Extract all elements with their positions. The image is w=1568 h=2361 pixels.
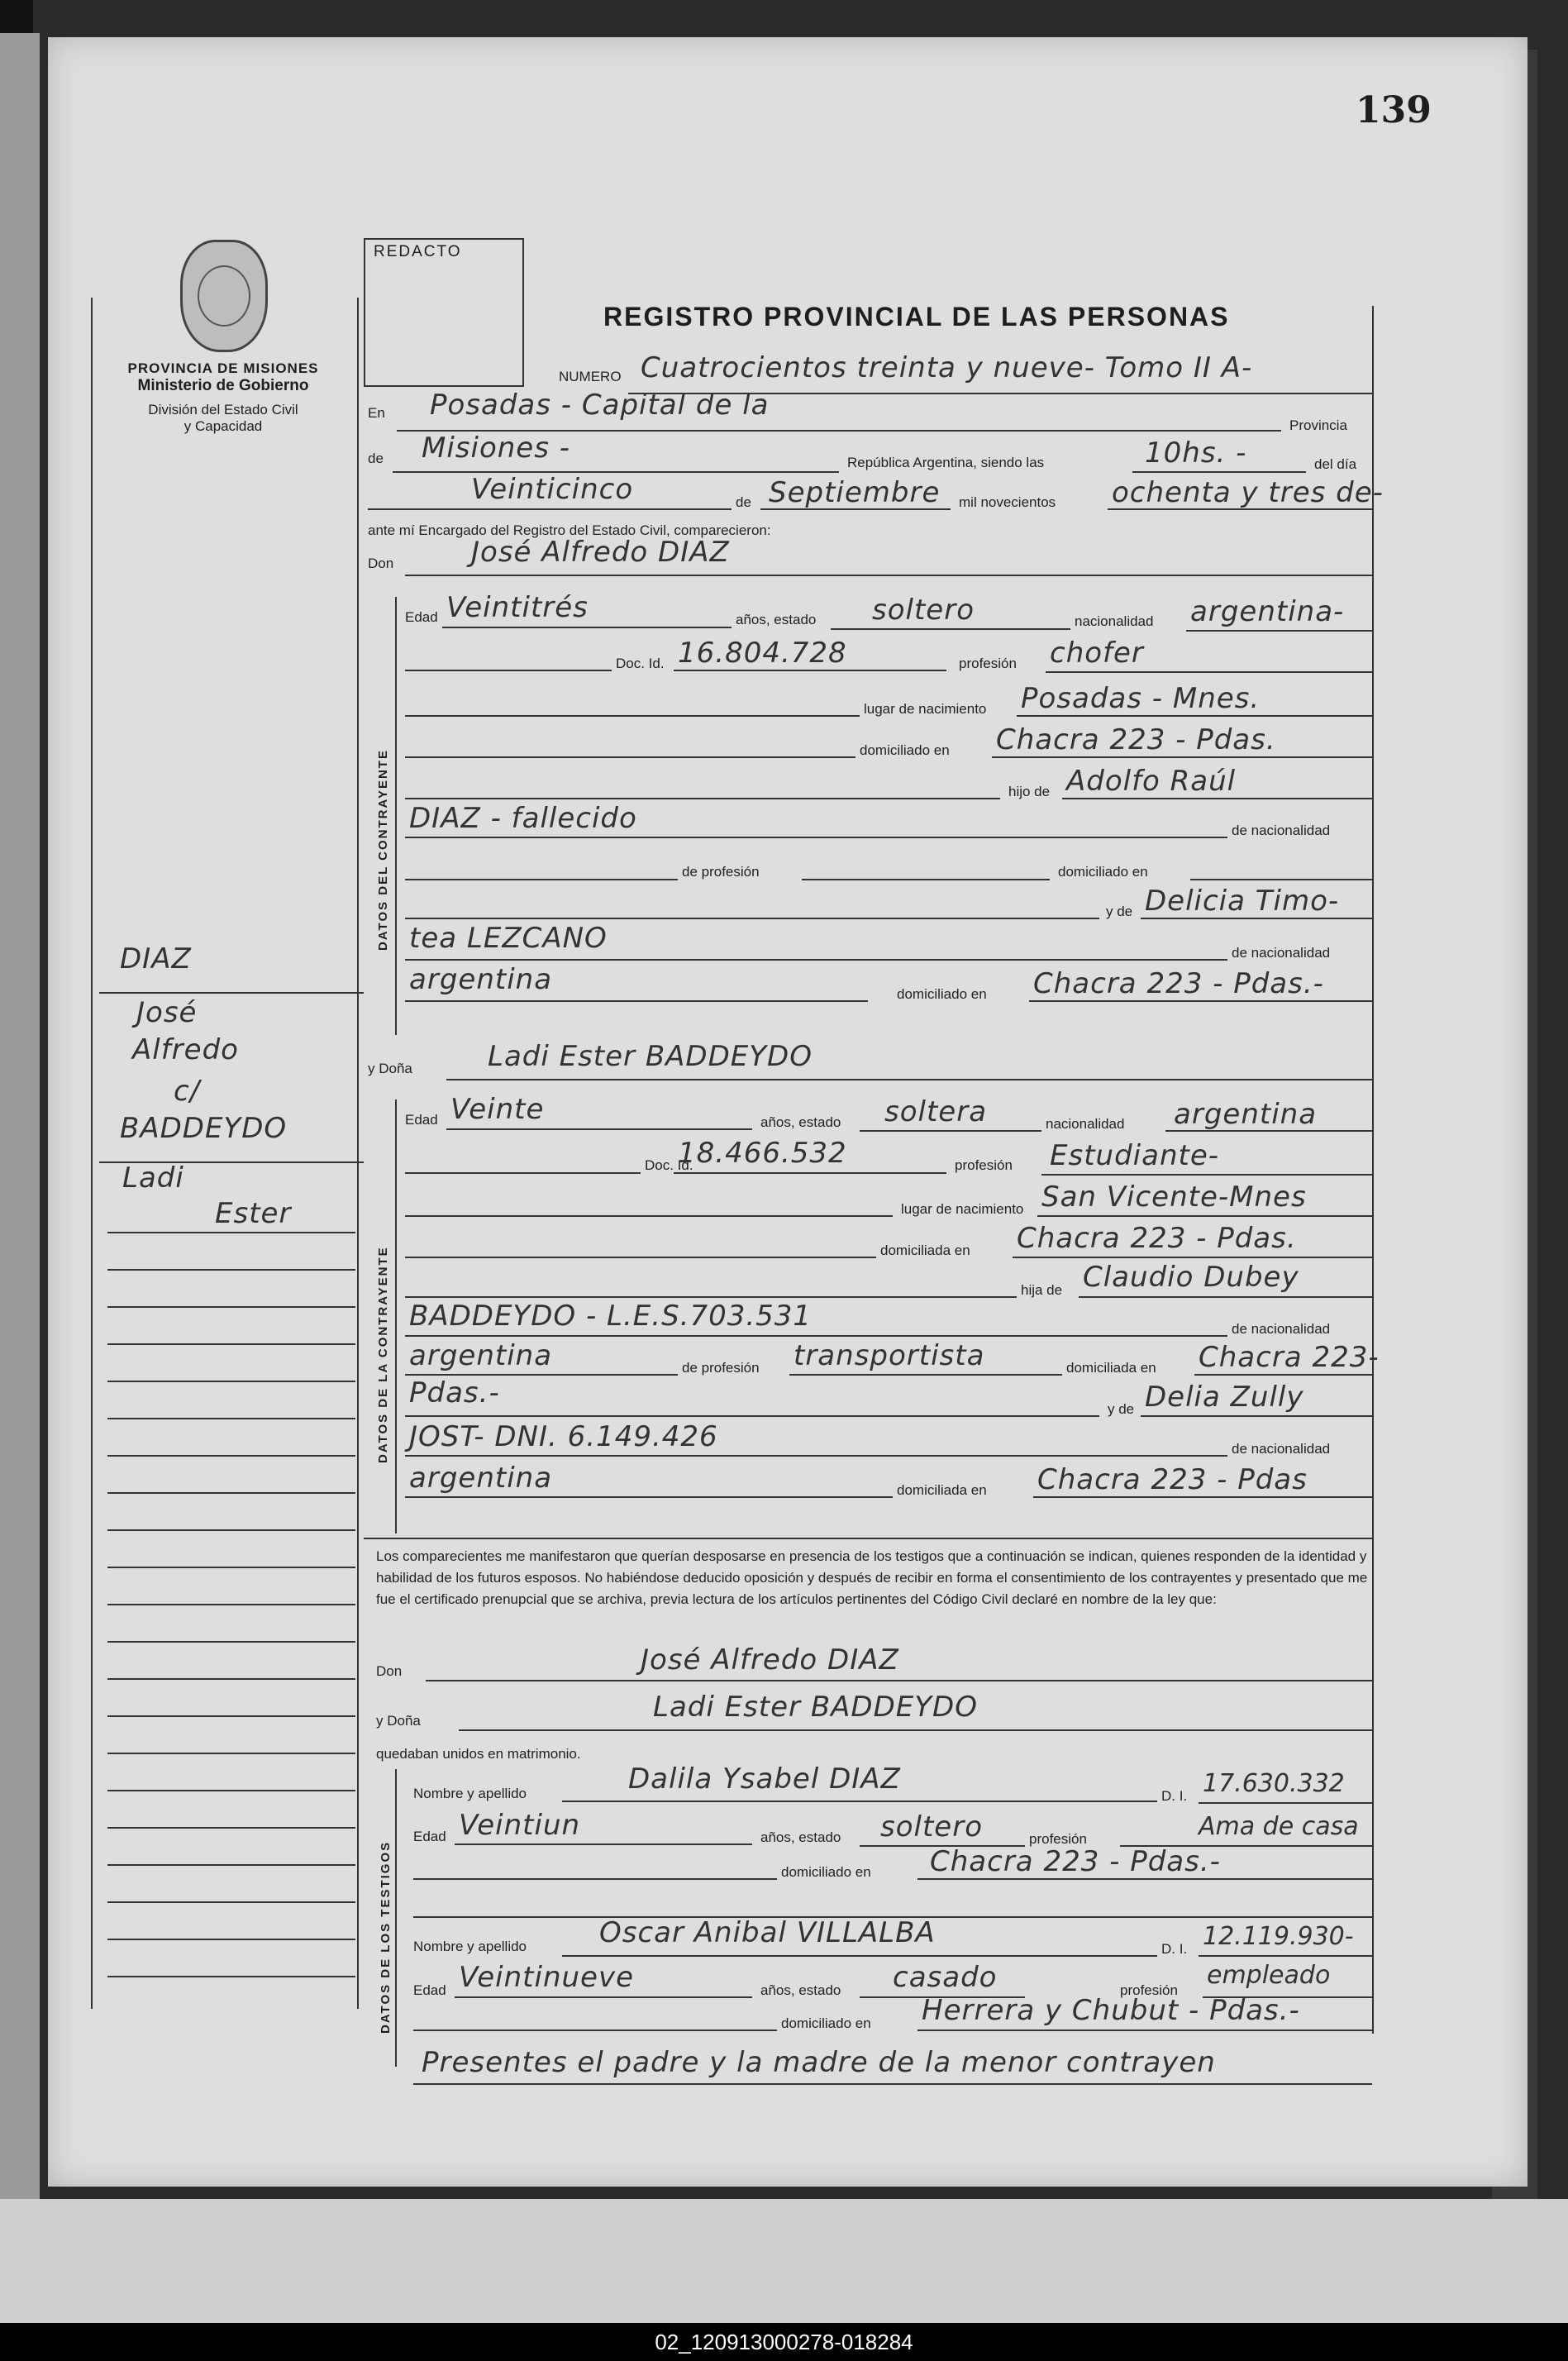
mes-acta: Septiembre bbox=[769, 476, 941, 509]
right-frame bbox=[1372, 306, 1374, 2034]
declaration-paragraph: Los comparecientes me manifestaron que querían desposarse en presencia de los testigos que a continuación se indican, quienes responden de la identidad y habilidad de los futuros esposos. No habiéndose deducido oposición y después de recibir en forma el consentimiento de los contrayentes y presentado que me fue el certificado prenupcial que se archiva, previa lectura de los artículos pertinentes del Código Civil declaré en nombre de la ley que: bbox=[376, 1548, 1368, 1607]
margin-border-left bbox=[91, 298, 93, 2009]
lugar-acta: Posadas - Capital de la bbox=[430, 389, 770, 422]
acta-number: Cuatrocientos treinta y nueve- Tomo II A- bbox=[641, 351, 1253, 384]
scan-background bbox=[0, 2199, 1568, 2323]
datos-contrayente-label: DATOS DEL CONTRAYENTE bbox=[376, 749, 390, 951]
anio-acta: ochenta y tres de- bbox=[1112, 476, 1384, 509]
contrayenta-nombre: Ladi Ester BADDEYDO bbox=[488, 1040, 813, 1073]
contrayente-nombre: José Alfredo DIAZ bbox=[471, 536, 730, 569]
ministry-block bbox=[91, 360, 355, 435]
datos-contrayenta-label: DATOS DE LA CONTRAYENTE bbox=[376, 1246, 390, 1463]
dia-acta: Veinticinco bbox=[471, 473, 634, 506]
provincial-seal-icon bbox=[180, 240, 268, 352]
province-name: PROVINCIA DE MISIONES bbox=[127, 360, 319, 376]
division-line-2: y Capacidad bbox=[183, 418, 263, 434]
observacion-nota: Presentes el padre y la madre de la menor contrayen bbox=[422, 2046, 1216, 2079]
margin-border-right bbox=[357, 298, 359, 2009]
page-number: 139 bbox=[1356, 89, 1432, 131]
provincia-acta: Misiones - bbox=[422, 432, 570, 465]
hora-acta: 10hs. - bbox=[1145, 436, 1247, 470]
redacto-box: REDACTO bbox=[364, 238, 524, 387]
register-title: REGISTRO PROVINCIAL DE LAS PERSONAS bbox=[603, 302, 1230, 331]
ministry-name: Ministerio de Gobierno bbox=[137, 377, 309, 394]
division-line-1: División del Estado Civil bbox=[148, 402, 298, 417]
datos-testigos-label: DATOS DE LOS TESTIGOS bbox=[379, 1840, 393, 2034]
previous-page-edge bbox=[0, 33, 40, 2249]
scan-file-id: 02_120913000278-018284 bbox=[0, 2323, 1568, 2361]
